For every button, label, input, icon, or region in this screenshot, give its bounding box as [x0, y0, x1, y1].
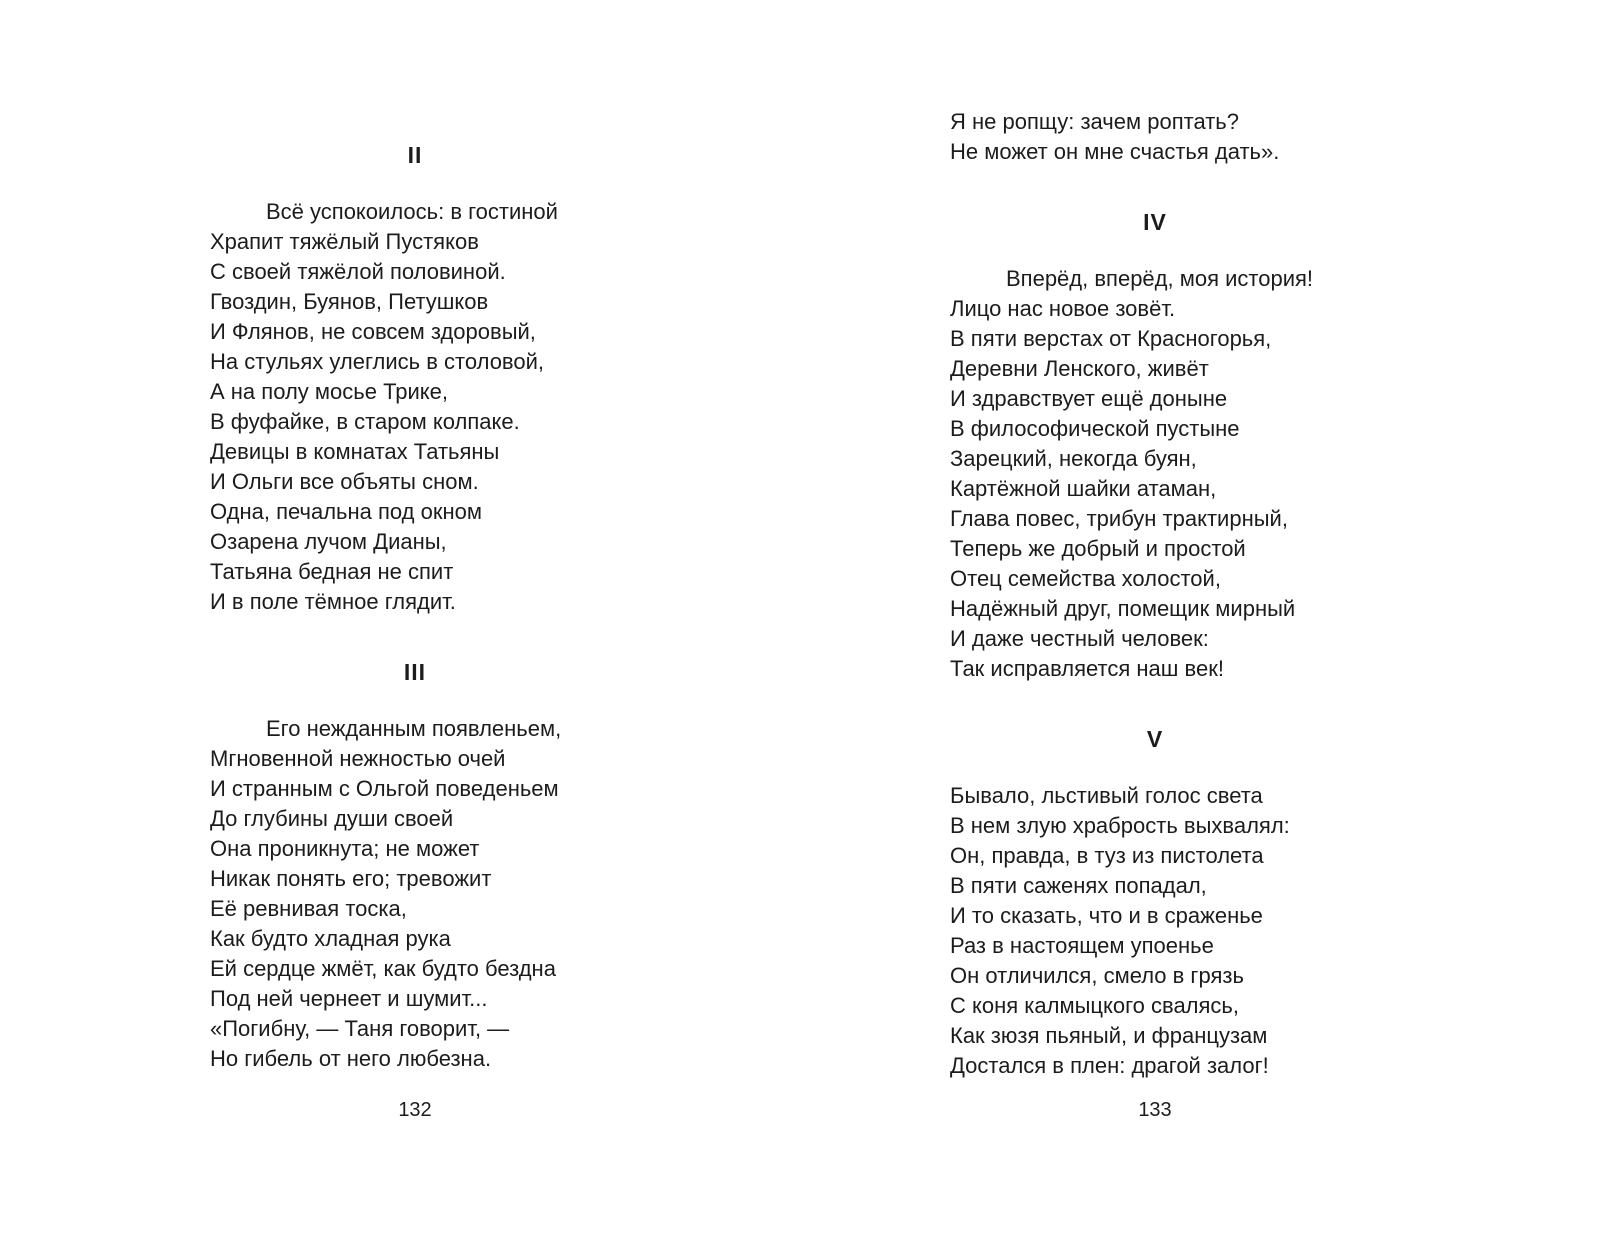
page-number-right: 133 [1138, 1099, 1172, 1121]
poem-line: И в поле тёмное глядит. [210, 589, 456, 614]
poem-line: Мгновенной нежностью очей [210, 746, 506, 771]
poem-line: И даже честный человек: [950, 626, 1209, 651]
poem-line: Бывало, льстивый голос света [950, 783, 1263, 808]
poem-line: Его нежданным появленьем, [266, 716, 562, 741]
stanza-continuation [950, 107, 1360, 167]
poem-column-left [210, 0, 620, 1074]
poem-column-right [950, 0, 1360, 1081]
poem-line: Раз в настоящем упоенье [950, 933, 1214, 958]
poem-line: Как будто хладная рука [210, 926, 451, 951]
poem-line: А на полу мосье Трике, [210, 379, 449, 404]
stanza [210, 197, 620, 617]
poem-line: В пяти саженях попадал, [950, 873, 1207, 898]
poem-line: Девицы в комнатах Татьяны [210, 439, 500, 464]
poem-line: Деревни Ленского, живёт [950, 356, 1209, 381]
poem-line: С своей тяжёлой половиной. [210, 259, 506, 284]
poem-line: На стульях улеглись в столовой, [210, 349, 545, 374]
page-number-left: 132 [398, 1099, 432, 1121]
poem-line: Он отличился, смело в грязь [950, 963, 1244, 988]
poem-line: И Ольги все объяты сном. [210, 469, 479, 494]
poem-line: Теперь же добрый и простой [950, 536, 1246, 561]
poem-line: Глава повес, трибун трактирный, [950, 506, 1288, 531]
poem-line: Гвоздин, Буянов, Петушков [210, 289, 489, 314]
poem-line: Лицо нас новое зовёт. [950, 296, 1176, 321]
poem-line: Так исправляется наш век! [950, 656, 1224, 681]
poem-line: В нем злую храбрость выхвалял: [950, 813, 1290, 838]
stanza-heading: III [403, 659, 427, 685]
poem-line: Надёжный друг, помещик мирный [950, 596, 1296, 621]
poem-line: Я не ропщу: зачем роптать? [950, 109, 1239, 134]
poem-line: В пяти верстах от Красногорья, [950, 326, 1272, 351]
poem-line: Не может он мне счастья дать». [950, 139, 1280, 164]
stanza-heading: II [407, 142, 423, 168]
poem-line: Всё успокоилось: в гостиной [266, 199, 558, 224]
stanza [950, 781, 1360, 1081]
poem-line: Как зюзя пьяный, и французам [950, 1023, 1268, 1048]
stanza-heading: IV [1143, 209, 1167, 235]
poem-line: Но гибель от него любезна. [210, 1046, 492, 1071]
poem-line: «Погибну, — Таня говорит, — [210, 1016, 510, 1041]
poem-line: И Флянов, не совсем здоровый, [210, 319, 536, 344]
stanza [950, 264, 1360, 684]
poem-line: И то сказать, что и в сраженье [950, 903, 1263, 928]
stanza [210, 714, 620, 1074]
poem-line: Достался в плен: драгой залог! [950, 1053, 1269, 1078]
poem-line: До глубины души своей [210, 806, 454, 831]
poem-line: Храпит тяжёлый Пустяков [210, 229, 479, 254]
poem-line: Одна, печальна под окном [210, 499, 482, 524]
poem-line: Отец семейства холостой, [950, 566, 1221, 591]
poem-line: Ей сердце жмёт, как будто бездна [210, 956, 556, 981]
poem-line: С коня калмыцкого свалясь, [950, 993, 1239, 1018]
poem-line: Никак понять его; тревожит [210, 866, 492, 891]
poem-line: В фуфайке, в старом колпаке. [210, 409, 520, 434]
poem-line: Озарена лучом Дианы, [210, 529, 447, 554]
poem-line: Её ревнивая тоска, [210, 896, 407, 921]
poem-line: И странным с Ольгой поведеньем [210, 776, 559, 801]
poem-line: Под ней чернеет и шумит... [210, 986, 488, 1011]
poem-line: Он, правда, в туз из пистолета [950, 843, 1264, 868]
poem-line: В философической пустыне [950, 416, 1240, 441]
poem-line: И здравствует ещё доныне [950, 386, 1228, 411]
poem-line: Она проникнута; не может [210, 836, 480, 861]
poem-line: Зарецкий, некогда буян, [950, 446, 1197, 471]
poem-line: Картёжной шайки атаман, [950, 476, 1217, 501]
stanza-heading: V [1146, 726, 1164, 752]
poem-line: Татьяна бедная не спит [210, 559, 454, 584]
poem-line: Вперёд, вперёд, моя история! [1006, 266, 1314, 291]
